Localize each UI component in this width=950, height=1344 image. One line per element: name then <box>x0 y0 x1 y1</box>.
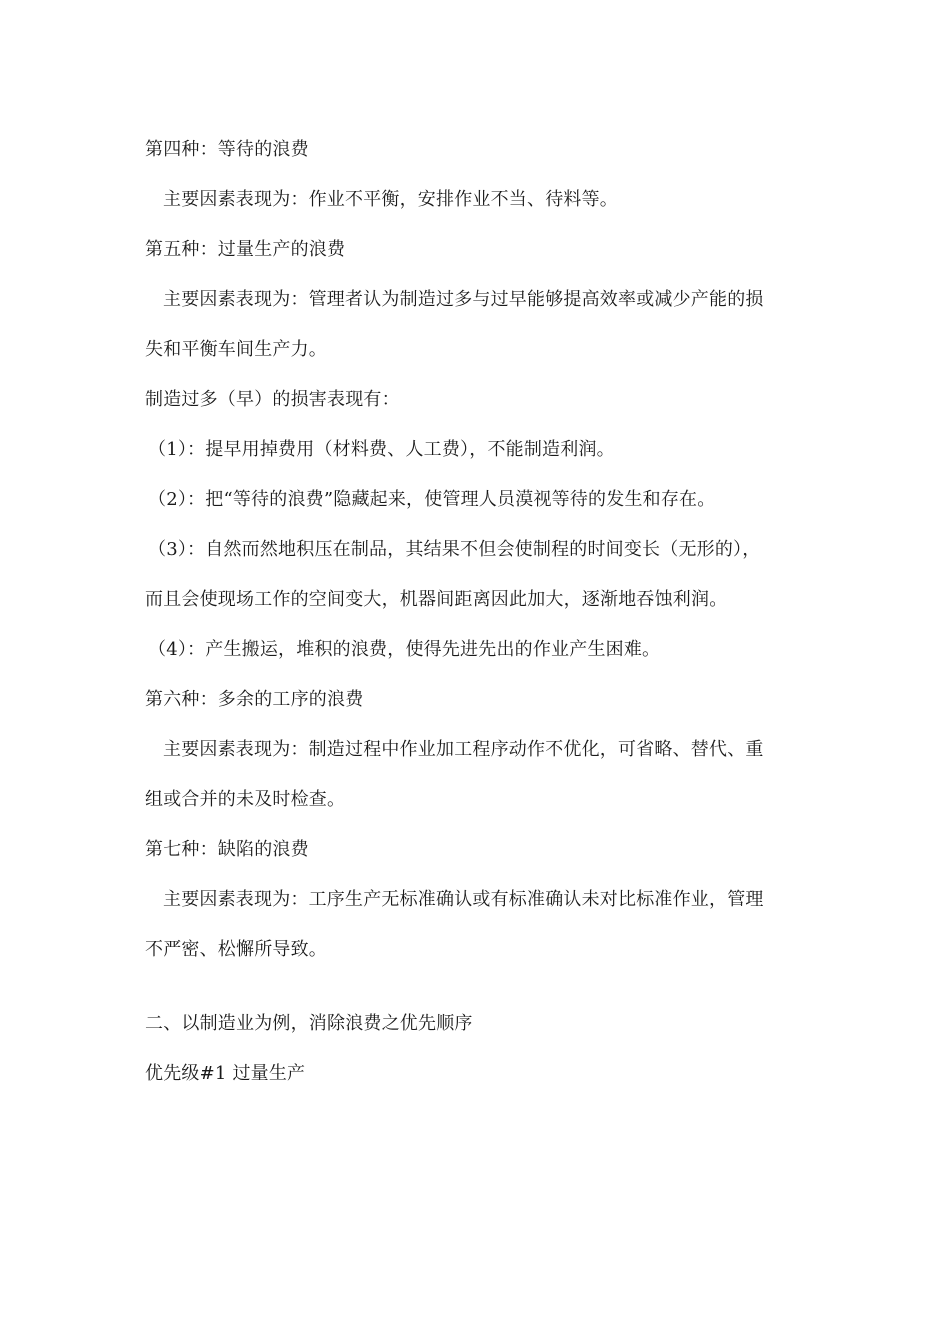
heading-waste-5: 第五种：过量生产的浪费 <box>145 239 346 260</box>
heading-waste-7: 第七种：缺陷的浪费 <box>145 839 309 860</box>
list-item-harm-2: （2）：把“等待的浪费”隐藏起来，使管理人员漠视等待的发生和存在。 <box>148 489 716 510</box>
priority-item-1: 优先级#1 过量生产 <box>145 1063 306 1084</box>
list-item-harm-3-line1: （3）：自然而然地积压在制品，其结果不但会使制程的时间变长（无形的）， <box>148 539 761 560</box>
list-item-harm-1: （1）：提早用掉费用（材料费、人工费），不能制造利润。 <box>148 439 615 460</box>
heading-waste-4: 第四种：等待的浪费 <box>145 139 309 160</box>
list-item-harm-3-line2: 而且会使现场工作的空间变大，机器间距离因此加大，逐渐地吞蚀利润。 <box>145 589 728 610</box>
list-item-harm-4: （4）：产生搬运，堆积的浪费，使得先进先出的作业产生困难。 <box>148 639 661 660</box>
paragraph-waste-7-causes-line2: 不严密、松懈所导致。 <box>145 939 327 960</box>
section-heading-priority-order: 二、以制造业为例，消除浪费之优先顺序 <box>145 1013 473 1034</box>
paragraph-waste-4-causes: 主要因素表现为：作业不平衡，安排作业不当、待料等。 <box>163 189 618 210</box>
subheading-overproduction-harm: 制造过多（早）的损害表现有： <box>145 389 400 410</box>
paragraph-waste-6-causes-line1: 主要因素表现为：制造过程中作业加工程序动作不优化，可省略、替代、重 <box>163 739 764 760</box>
paragraph-waste-7-causes-line1: 主要因素表现为：工序生产无标准确认或有标准确认未对比标准作业，管理 <box>163 889 764 910</box>
paragraph-waste-5-causes-line1: 主要因素表现为：管理者认为制造过多与过早能够提高效率或减少产能的损 <box>163 289 764 310</box>
paragraph-waste-6-causes-line2: 组或合并的未及时检查。 <box>145 789 346 810</box>
heading-waste-6: 第六种：多余的工序的浪费 <box>145 689 364 710</box>
paragraph-waste-5-causes-line2: 失和平衡车间生产力。 <box>145 339 327 360</box>
